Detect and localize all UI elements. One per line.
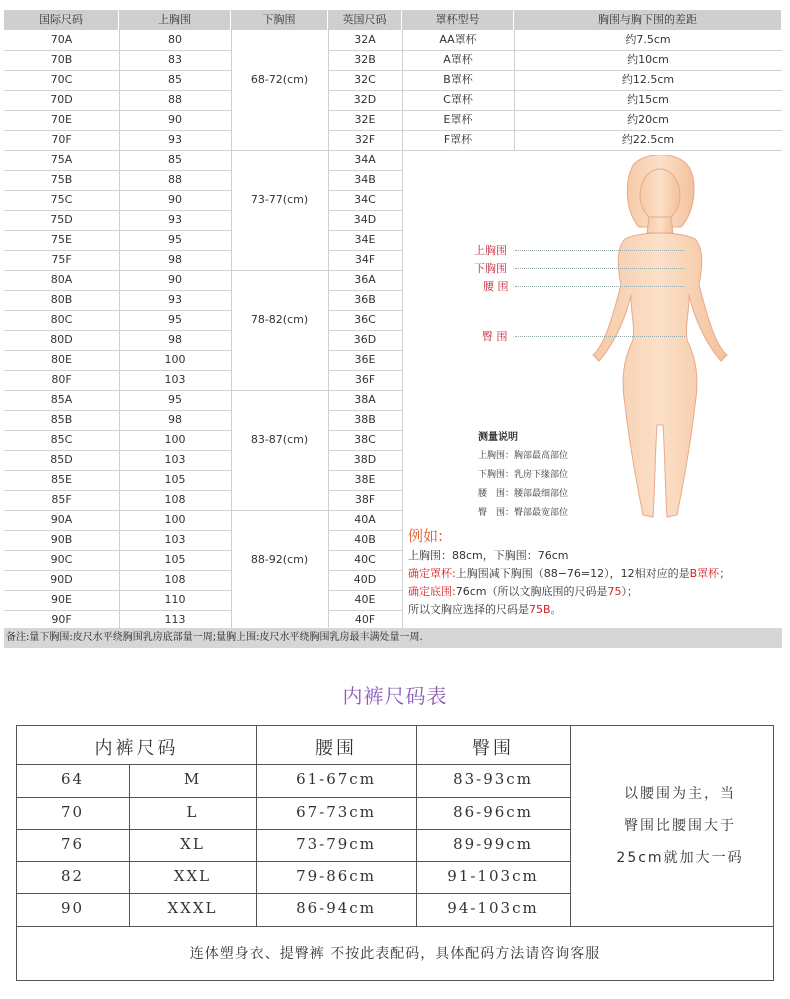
under-bust-value: 73-77(cm)	[250, 193, 309, 206]
row-divider	[328, 170, 402, 171]
uk-size-cell: 36C	[354, 313, 376, 326]
panty-size-cell: XXL	[173, 867, 212, 885]
row-divider	[4, 50, 231, 51]
upper-bust-cell: 98	[168, 333, 182, 346]
uk-size-cell: 38F	[354, 493, 376, 506]
hip-guide	[515, 336, 685, 337]
cup-type-cell: B罩杯	[443, 73, 473, 86]
upper-bust-guide	[515, 250, 685, 251]
under-bust-value: 68-72(cm)	[250, 73, 309, 86]
header-uk-size: 英国尺码	[328, 10, 402, 30]
body-figure-illustration	[585, 155, 735, 535]
hip-range-cell: 91-103cm	[447, 867, 539, 885]
uk-size-cell: 40C	[354, 553, 376, 566]
waist-range-cell: 61-67cm	[296, 770, 376, 788]
measurement-note: 备注:量下胸围:皮尺水平绕胸围乳房底部量一周;量胸上围:皮尺水平绕胸围乳房最丰满处量一周.	[4, 628, 782, 648]
row-divider	[4, 90, 231, 91]
row-divider	[4, 230, 231, 231]
panty-size-table	[16, 725, 774, 981]
row-divider	[4, 390, 402, 391]
upper-bust-cell: 93	[168, 293, 182, 306]
upper-bust-cell: 85	[168, 153, 182, 166]
upper-bust-cell: 100	[164, 513, 186, 526]
intl-size-cell: 75A	[50, 153, 73, 166]
header-waist: 腰围	[315, 738, 357, 759]
under-bust-value: 83-87(cm)	[250, 433, 309, 446]
intl-size-cell: 80D	[50, 333, 73, 346]
intl-size-cell: 75B	[50, 173, 73, 186]
uk-size-cell: 40F	[354, 613, 376, 626]
hip-range-cell: 86-96cm	[453, 803, 533, 821]
example-text: 。	[550, 603, 562, 616]
row-divider	[328, 210, 402, 211]
under-bust-group	[231, 510, 328, 629]
cup-row	[402, 130, 782, 150]
legend-item: 腰 围：腰部最细部位	[478, 489, 569, 499]
uk-size-cell: 36D	[353, 333, 377, 346]
row-divider	[402, 50, 782, 51]
legend-item: 上胸围：胸部最高部位	[478, 451, 569, 461]
divider	[17, 893, 570, 894]
upper-bust-cell: 110	[164, 593, 186, 606]
intl-size-cell: 80B	[50, 293, 73, 306]
row-divider	[328, 550, 402, 551]
cup-difference-cell: 约10cm	[627, 53, 669, 66]
upper-bust-cell: 103	[164, 373, 186, 386]
legend-title: 测量说明	[478, 432, 518, 443]
row-divider	[328, 450, 402, 451]
row-divider	[4, 410, 231, 411]
row-divider	[328, 490, 402, 491]
uk-size-cell: 34C	[354, 193, 376, 206]
header-cup-type: 罩杯型号	[402, 10, 514, 30]
row-divider	[4, 110, 231, 111]
upper-bust-cell: 103	[164, 533, 186, 546]
example-section	[408, 525, 780, 619]
upper-bust-cell: 95	[168, 313, 182, 326]
size-up-note	[585, 778, 775, 874]
hip-label: 臀 围	[482, 330, 508, 343]
example-label: 确定罩杯:	[408, 567, 456, 580]
example-line	[408, 583, 780, 601]
example-text: 所以文胸应选择的尺码是	[408, 603, 529, 616]
row-divider	[4, 170, 231, 171]
under-bust-group	[231, 270, 328, 389]
intl-size-cell: 70B	[50, 53, 73, 66]
example-highlight: 75	[607, 585, 622, 598]
panty-number-cell: 70	[61, 803, 85, 821]
note-line: 25cm就加大一码	[616, 850, 744, 866]
intl-size-cell: 90A	[50, 513, 73, 526]
cup-row	[402, 50, 782, 70]
example-line	[408, 565, 780, 583]
example-label: 确定底围:	[408, 585, 456, 598]
legend-item: 臀 围：臀部最宽部位	[478, 508, 569, 518]
cup-type-cell: AA罩杯	[439, 33, 477, 46]
uk-size-cell: 40A	[354, 513, 376, 526]
hip-range-cell: 89-99cm	[453, 835, 533, 853]
uk-size-cell: 32A	[354, 33, 376, 46]
cup-difference-cell: 约7.5cm	[625, 33, 671, 46]
divider	[17, 829, 570, 830]
divider	[17, 861, 570, 862]
cup-difference-cell: 约12.5cm	[621, 73, 675, 86]
intl-size-cell: 85E	[51, 473, 72, 486]
row-divider	[402, 110, 782, 111]
under-bust-guide	[515, 268, 685, 269]
header-under-bust: 下胸围	[231, 10, 328, 30]
row-divider	[328, 430, 402, 431]
upper-bust-cell: 80	[168, 33, 182, 46]
uk-size-cell: 38E	[354, 473, 376, 486]
hip-range-cell: 83-93cm	[453, 770, 533, 788]
row-divider	[4, 570, 231, 571]
row-divider	[328, 470, 402, 471]
row-divider	[4, 470, 231, 471]
uk-size-cell: 34F	[354, 253, 376, 266]
row-divider	[328, 590, 402, 591]
uk-size-cell: 40E	[354, 593, 376, 606]
header-panty-size: 内裤尺码	[94, 738, 179, 759]
intl-size-cell: 70C	[50, 73, 73, 86]
upper-bust-cell: 108	[164, 493, 186, 506]
row-divider	[4, 590, 231, 591]
panty-number-cell: 76	[61, 835, 85, 853]
uk-size-cell: 32E	[354, 113, 376, 126]
example-line: 上胸围：88cm，下胸围：76cm	[408, 549, 569, 562]
row-divider	[4, 510, 402, 511]
intl-size-cell: 80A	[50, 273, 73, 286]
intl-size-cell: 70F	[51, 133, 72, 146]
uk-size-cell: 34B	[354, 173, 376, 186]
cup-row	[402, 90, 782, 110]
intl-size-cell: 85D	[50, 453, 73, 466]
divider	[17, 764, 570, 765]
row-divider	[4, 330, 231, 331]
intl-size-cell: 75D	[50, 213, 73, 226]
cup-difference-cell: 约15cm	[627, 93, 669, 106]
waist-range-cell: 79-86cm	[296, 867, 376, 885]
panty-size-cell: L	[186, 803, 199, 821]
row-divider	[328, 190, 402, 191]
row-divider	[402, 90, 782, 91]
waist-guide	[515, 286, 685, 287]
uk-size-cell: 32B	[354, 53, 376, 66]
row-divider	[328, 410, 402, 411]
row-divider	[4, 190, 231, 191]
example-highlight: B罩杯	[689, 567, 720, 580]
row-divider	[4, 270, 402, 271]
panty-number-cell: 82	[61, 867, 85, 885]
intl-size-cell: 85A	[50, 393, 73, 406]
header-cup-difference: 胸围与胸下围的差距	[514, 10, 782, 30]
panty-table-title: 内裤尺码表	[342, 684, 448, 708]
row-divider	[4, 310, 231, 311]
uk-size-cell: 36E	[354, 353, 376, 366]
panty-size-cell: XL	[180, 835, 205, 853]
upper-bust-cell: 93	[168, 133, 182, 146]
upper-bust-cell: 95	[168, 393, 182, 406]
row-divider	[4, 370, 231, 371]
row-divider	[4, 250, 231, 251]
example-text: 上胸围减下胸围（88−76=12），12相对应的是	[455, 567, 690, 580]
intl-size-cell: 70D	[50, 93, 73, 106]
panty-footer-note: 连体塑身衣、提臀裤 不按此表配码，具体配码方法请咨询客服	[189, 946, 601, 962]
cup-row	[402, 110, 782, 130]
intl-size-cell: 90C	[50, 553, 73, 566]
row-divider	[328, 70, 402, 71]
hip-range-cell: 94-103cm	[447, 899, 539, 917]
row-divider	[328, 330, 402, 331]
intl-size-cell: 90E	[51, 593, 72, 606]
cup-difference-cell: 约20cm	[627, 113, 669, 126]
row-divider	[4, 430, 231, 431]
uk-size-cell: 32F	[354, 133, 376, 146]
upper-bust-cell: 98	[168, 413, 182, 426]
row-divider	[328, 290, 402, 291]
upper-bust-cell: 93	[168, 213, 182, 226]
waist-label: 腰 围	[483, 280, 509, 293]
intl-size-cell: 90F	[51, 613, 72, 626]
row-divider	[328, 230, 402, 231]
cup-type-cell: A罩杯	[443, 53, 473, 66]
intl-size-cell: 80F	[51, 373, 72, 386]
row-divider	[4, 150, 402, 151]
under-bust-group	[231, 150, 328, 269]
intl-size-cell: 70A	[50, 33, 73, 46]
uk-size-cell: 40D	[353, 573, 377, 586]
under-bust-group	[231, 30, 328, 149]
example-text: ；	[719, 567, 731, 580]
cup-type-cell: C罩杯	[443, 93, 473, 106]
row-divider	[4, 530, 231, 531]
intl-size-cell: 75E	[51, 233, 72, 246]
row-divider	[402, 70, 782, 71]
waist-range-cell: 73-79cm	[296, 835, 376, 853]
upper-bust-cell: 100	[164, 433, 186, 446]
row-divider	[328, 530, 402, 531]
upper-bust-cell: 105	[164, 473, 186, 486]
panty-number-cell: 64	[61, 770, 85, 788]
row-divider	[4, 450, 231, 451]
measurement-legend	[478, 428, 568, 524]
upper-bust-cell: 95	[168, 233, 182, 246]
row-divider	[402, 130, 782, 131]
legend-item: 下胸围：乳房下缘部位	[478, 470, 569, 480]
row-divider	[328, 110, 402, 111]
under-bust-label: 下胸围	[474, 262, 507, 275]
uk-size-cell: 32D	[353, 93, 377, 106]
row-divider	[328, 50, 402, 51]
row-divider	[328, 310, 402, 311]
row-divider	[402, 150, 782, 151]
row-divider	[328, 570, 402, 571]
uk-size-cell: 34D	[353, 213, 377, 226]
upper-bust-cell: 88	[168, 173, 182, 186]
upper-bust-cell: 85	[168, 73, 182, 86]
example-highlight: 75B	[529, 603, 551, 616]
intl-size-cell: 85C	[50, 433, 73, 446]
header-intl-size: 国际尺码	[4, 10, 119, 30]
intl-size-cell: 85B	[50, 413, 73, 426]
header-hip: 臀围	[472, 738, 514, 759]
panty-size-cell: M	[183, 770, 202, 788]
intl-size-cell: 85F	[51, 493, 72, 506]
intl-size-cell: 90B	[50, 533, 73, 546]
example-text: 76cm（所以文胸底围的尺码是	[455, 585, 608, 598]
upper-bust-cell: 113	[164, 613, 186, 626]
uk-size-cell: 38D	[353, 453, 377, 466]
upper-bust-cell: 108	[164, 573, 186, 586]
cup-row	[402, 30, 782, 50]
example-line	[408, 601, 780, 619]
uk-size-cell: 36B	[354, 293, 376, 306]
waist-range-cell: 86-94cm	[296, 899, 376, 917]
row-divider	[328, 90, 402, 91]
note-line: 以腰围为主，当	[624, 786, 736, 802]
uk-size-cell: 38A	[354, 393, 376, 406]
row-divider	[328, 370, 402, 371]
cup-difference-cell: 约22.5cm	[621, 133, 675, 146]
upper-bust-cell: 90	[168, 113, 182, 126]
uk-size-cell: 32C	[354, 73, 376, 86]
under-bust-value: 78-82(cm)	[250, 313, 309, 326]
row-divider	[328, 610, 402, 611]
uk-size-cell: 40B	[354, 533, 376, 546]
row-divider	[328, 350, 402, 351]
row-divider	[4, 210, 231, 211]
cup-row	[402, 70, 782, 90]
row-divider	[328, 250, 402, 251]
row-divider	[4, 550, 231, 551]
row-divider	[4, 350, 231, 351]
cup-type-cell: F罩杯	[443, 133, 473, 146]
example-text: ）；	[621, 585, 638, 598]
waist-range-cell: 67-73cm	[296, 803, 376, 821]
upper-bust-cell: 105	[164, 553, 186, 566]
uk-size-cell: 34E	[354, 233, 376, 246]
upper-bust-label: 上胸围	[474, 244, 507, 257]
row-divider	[4, 70, 231, 71]
row-divider	[4, 290, 231, 291]
intl-size-cell: 80C	[50, 313, 73, 326]
upper-bust-cell: 88	[168, 93, 182, 106]
cup-type-cell: E罩杯	[443, 113, 473, 126]
row-divider	[328, 130, 402, 131]
uk-size-cell: 38C	[354, 433, 376, 446]
intl-size-cell: 75C	[50, 193, 73, 206]
upper-bust-cell: 90	[168, 193, 182, 206]
row-divider	[4, 490, 231, 491]
panty-number-cell: 90	[61, 899, 85, 917]
divider	[17, 797, 570, 798]
row-divider	[4, 610, 231, 611]
upper-bust-cell: 100	[164, 353, 186, 366]
under-bust-group	[231, 390, 328, 509]
divider	[570, 726, 571, 926]
header-upper-bust: 上胸围	[119, 10, 231, 30]
upper-bust-cell: 103	[164, 453, 186, 466]
upper-bust-cell: 98	[168, 253, 182, 266]
intl-size-cell: 70E	[51, 113, 72, 126]
intl-size-cell: 90D	[50, 573, 73, 586]
uk-size-cell: 36F	[354, 373, 376, 386]
uk-size-cell: 34A	[354, 153, 376, 166]
upper-bust-cell: 83	[168, 53, 182, 66]
upper-bust-cell: 90	[168, 273, 182, 286]
note-line: 臀围比腰围大于	[624, 818, 736, 834]
panty-size-cell: XXXL	[167, 899, 218, 917]
uk-size-cell: 36A	[354, 273, 376, 286]
intl-size-cell: 75F	[51, 253, 72, 266]
intl-size-cell: 80E	[51, 353, 72, 366]
under-bust-value: 88-92(cm)	[250, 553, 309, 566]
row-divider	[4, 130, 231, 131]
example-heading: 例如:	[408, 527, 444, 545]
uk-size-cell: 38B	[354, 413, 376, 426]
